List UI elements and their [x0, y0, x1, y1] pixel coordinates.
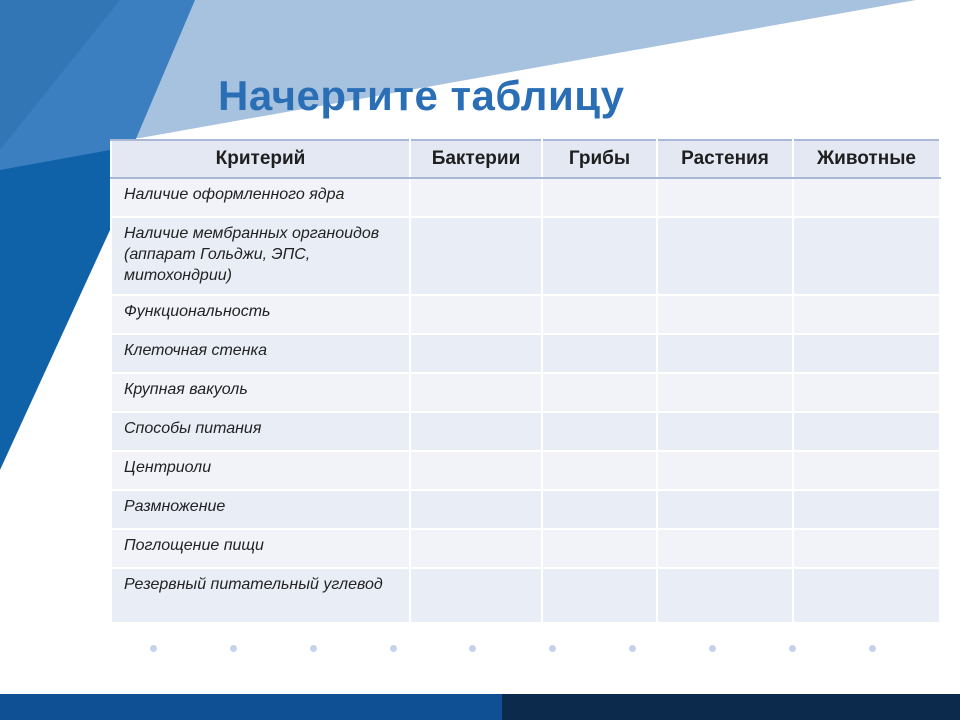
table-cell — [657, 451, 793, 490]
dot-divider — [0, 642, 960, 656]
table-cell — [410, 217, 542, 295]
header-criterion: Критерий — [111, 140, 410, 178]
table-cell — [657, 178, 793, 217]
table-cell — [542, 490, 657, 529]
table-cell — [410, 178, 542, 217]
table-cell — [793, 295, 940, 334]
table-cell — [657, 373, 793, 412]
table-cell — [657, 568, 793, 623]
criterion-cell: Размножение — [111, 490, 410, 529]
table-row — [111, 568, 940, 623]
table-cell — [657, 295, 793, 334]
decorative-dot — [709, 645, 716, 652]
table-cell — [542, 217, 657, 295]
table-cell — [410, 529, 542, 568]
table-row — [111, 373, 940, 412]
table-cell — [793, 217, 940, 295]
decorative-dot — [230, 645, 237, 652]
table-cell — [793, 529, 940, 568]
decorative-dot — [150, 645, 157, 652]
criterion-cell: Наличие оформленного ядра — [111, 178, 410, 217]
decorative-dot — [789, 645, 796, 652]
table-cell — [410, 412, 542, 451]
table-cell — [657, 490, 793, 529]
decorative-dot — [390, 645, 397, 652]
criterion-cell: Функциональность — [111, 295, 410, 334]
decorative-dot — [469, 645, 476, 652]
decorative-dot — [310, 645, 317, 652]
table-row — [111, 295, 940, 334]
criterion-cell: Наличие мембранных органоидов (аппарат Гольджи, ЭПС, митохондрии) — [111, 217, 410, 295]
decorative-dot — [549, 645, 556, 652]
criterion-cell: Поглощение пищи — [111, 529, 410, 568]
table-cell — [793, 412, 940, 451]
table-header-row — [111, 140, 940, 178]
criterion-cell: Крупная вакуоль — [111, 373, 410, 412]
table-cell — [410, 490, 542, 529]
header-animals: Животные — [793, 140, 940, 178]
table-cell — [542, 451, 657, 490]
table-cell — [410, 373, 542, 412]
header-fungi: Грибы — [542, 140, 657, 178]
criterion-cell: Резервный питательный углевод — [111, 568, 410, 623]
table-row — [111, 178, 940, 217]
table-cell — [657, 334, 793, 373]
bottom-bar-left — [0, 694, 502, 720]
table-cell — [793, 451, 940, 490]
table-cell — [410, 568, 542, 623]
table-cell — [542, 295, 657, 334]
table-cell — [410, 451, 542, 490]
decorative-dot — [869, 645, 876, 652]
table-cell — [793, 178, 940, 217]
header-bacteria: Бактерии — [410, 140, 542, 178]
table-cell — [793, 490, 940, 529]
table-row — [111, 490, 940, 529]
table-cell — [410, 295, 542, 334]
table-cell — [657, 217, 793, 295]
dark-blue-panel — [0, 150, 110, 470]
table-cell — [793, 373, 940, 412]
table-cell — [542, 373, 657, 412]
table-row — [111, 334, 940, 373]
table-row — [111, 412, 940, 451]
table-cell — [542, 568, 657, 623]
table-cell — [542, 334, 657, 373]
table-cell — [542, 412, 657, 451]
table-row — [111, 529, 940, 568]
table-cell — [542, 178, 657, 217]
table-cell — [657, 412, 793, 451]
bottom-bar-right — [502, 694, 960, 720]
table-cell — [657, 529, 793, 568]
table-cell — [793, 334, 940, 373]
decorative-dot — [629, 645, 636, 652]
table-cell — [410, 334, 542, 373]
table-row — [111, 451, 940, 490]
criterion-cell: Способы питания — [111, 412, 410, 451]
criterion-cell: Центриоли — [111, 451, 410, 490]
header-plants: Растения — [657, 140, 793, 178]
comparison-table — [110, 139, 941, 624]
table-cell — [793, 568, 940, 623]
table-cell — [542, 529, 657, 568]
table-row — [111, 217, 940, 295]
criterion-cell: Клеточная стенка — [111, 334, 410, 373]
slide-title: Начертите таблицу — [218, 72, 625, 119]
